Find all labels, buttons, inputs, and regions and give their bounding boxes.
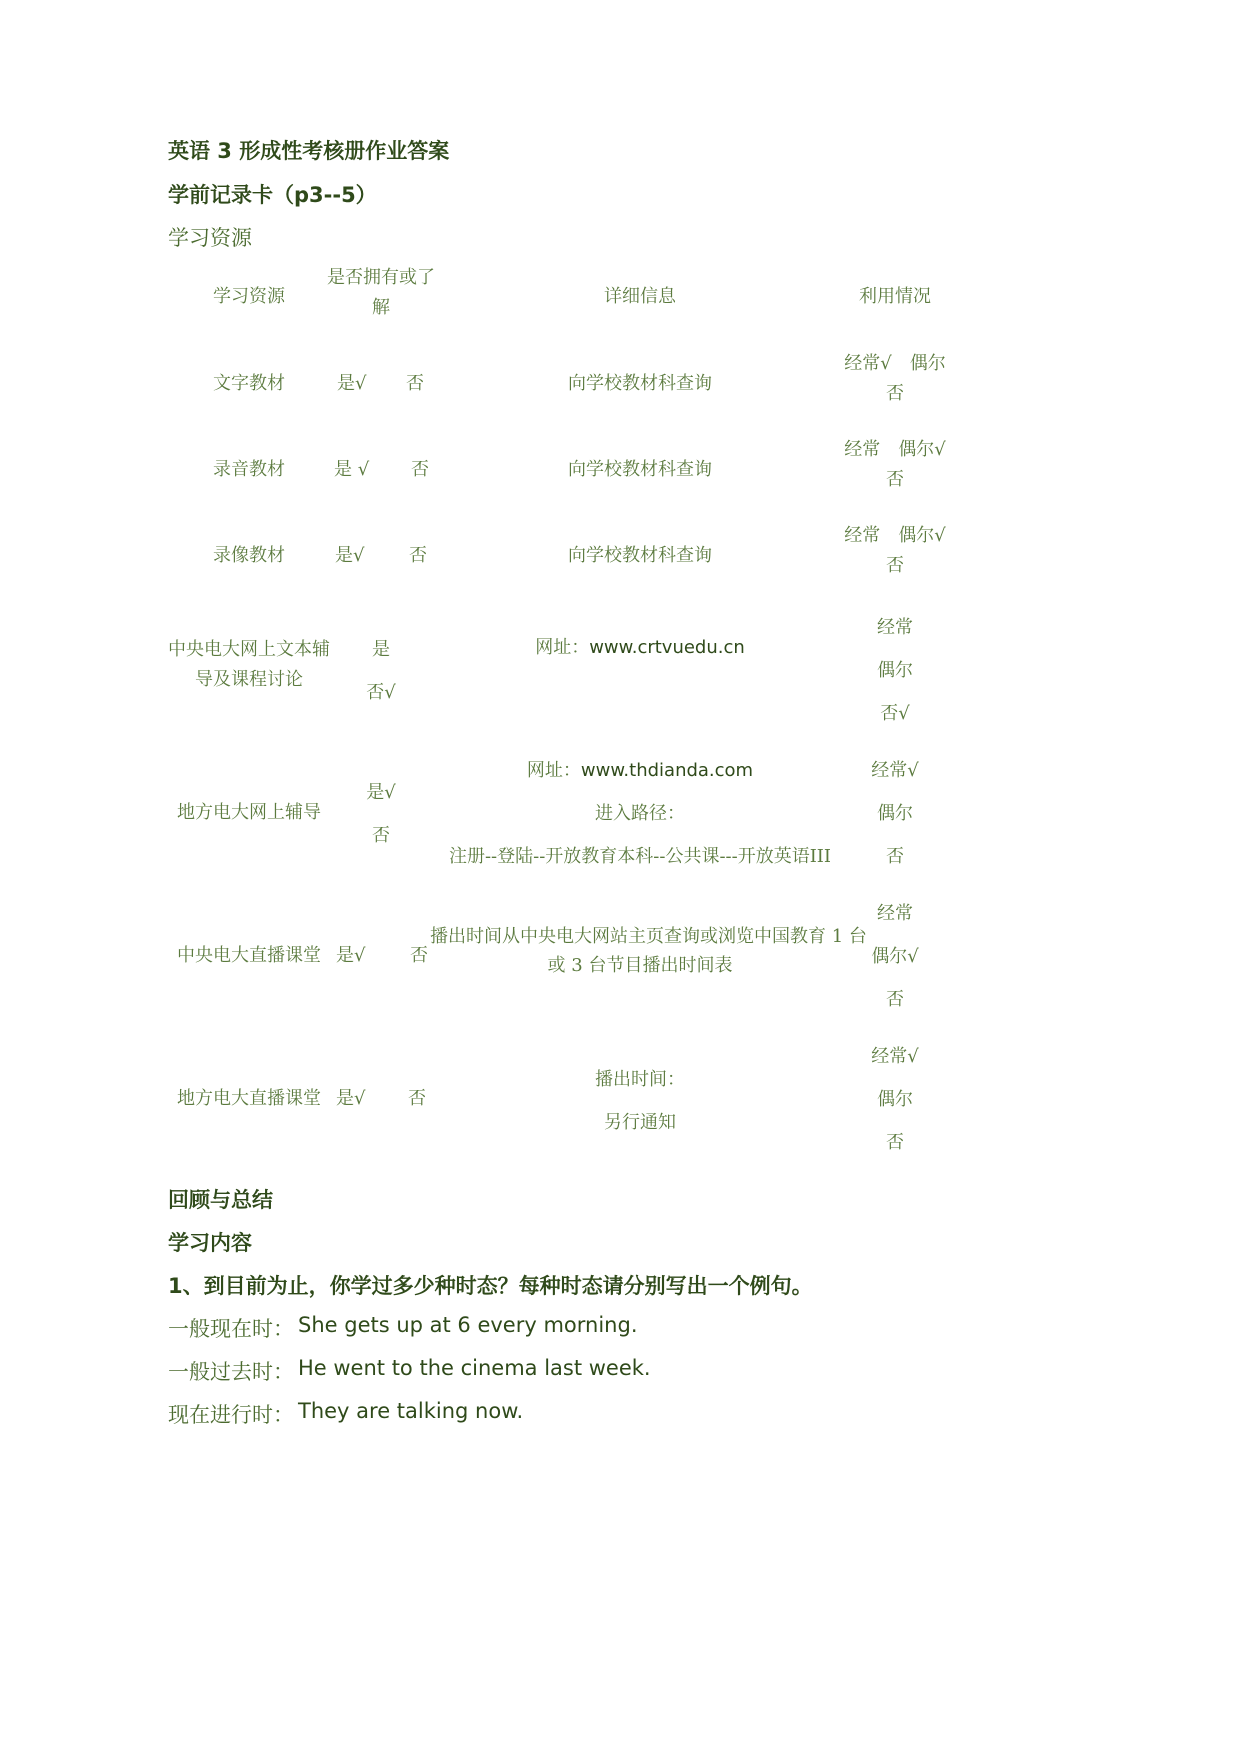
row7-yes: 是√ bbox=[336, 1088, 366, 1109]
row1-yes: 是√ bbox=[337, 373, 367, 394]
row2-usage: 经常 偶尔√ 否 bbox=[844, 439, 946, 490]
example-sentence: She gets up at 6 every morning. bbox=[298, 1313, 638, 1337]
example-row bbox=[168, 1399, 294, 1429]
document-title: 英语 3 形成性考核册作业答案 bbox=[168, 139, 450, 163]
example-sentence: They are talking now. bbox=[298, 1399, 524, 1423]
row1-no: 否 bbox=[406, 373, 424, 394]
tense-label: 一般过去时： bbox=[168, 1360, 294, 1384]
example-sentence: He went to the cinema last week. bbox=[298, 1356, 651, 1380]
subsection-heading-resources: 学习资源 bbox=[168, 226, 252, 250]
example-row bbox=[168, 1356, 294, 1386]
row7-detail: 播出时间： 另行通知 bbox=[595, 1069, 685, 1133]
row5-detail: 网址：www.thdianda.com 进入路径： 注册--登陆--开放教育本科--公共课---开放英语III bbox=[448, 760, 832, 867]
col-header-detail: 详细信息 bbox=[604, 286, 676, 307]
row7-resource: 地方电大直播课堂 bbox=[177, 1088, 321, 1109]
row6-usage: 经常 偶尔√ 否 bbox=[871, 903, 919, 1010]
row3-usage: 经常 偶尔√ 否 bbox=[844, 525, 946, 576]
col-header-owned: 是否拥有或了 解 bbox=[327, 267, 435, 318]
row5-usage: 经常√ 偶尔 否 bbox=[871, 760, 919, 867]
row6-yes: 是√ bbox=[336, 945, 366, 966]
col-header-resource: 学习资源 bbox=[213, 286, 285, 307]
row5-owned: 是√ 否 bbox=[366, 782, 396, 846]
row2-yes: 是 √ bbox=[334, 459, 370, 480]
row2-detail: 向学校教材科查询 bbox=[568, 459, 712, 480]
tense-label: 一般现在时： bbox=[168, 1317, 294, 1341]
row7-usage: 经常√ 偶尔 否 bbox=[871, 1046, 919, 1153]
row2-resource: 录音教材 bbox=[213, 459, 285, 480]
row3-detail: 向学校教材科查询 bbox=[568, 545, 712, 566]
row4-url-link[interactable]: www.crtvuedu.cn bbox=[589, 637, 745, 658]
row6-detail: 播出时间从中央电大网站主页查询或浏览中国教育 1 台 或 3 台节目播出时间表 bbox=[430, 926, 867, 976]
row1-resource: 文字教材 bbox=[213, 373, 285, 394]
row1-usage: 经常√ 偶尔 否 bbox=[844, 353, 946, 404]
row6-no: 否 bbox=[410, 945, 428, 966]
col-header-usage: 利用情况 bbox=[859, 286, 931, 307]
row3-yes: 是√ bbox=[335, 545, 365, 566]
question-1: 1、到目前为止，你学过多少种时态？每种时态请分别写出一个例句。 bbox=[168, 1274, 813, 1298]
section-heading-learning-content: 学习内容 bbox=[168, 1231, 252, 1255]
section-heading-preview-card: 学前记录卡（p3--5） bbox=[168, 183, 377, 207]
row1-detail: 向学校教材科查询 bbox=[568, 373, 712, 394]
row3-no: 否 bbox=[409, 545, 427, 566]
row4-usage: 经常 偶尔 否√ bbox=[877, 617, 913, 724]
row7-no: 否 bbox=[408, 1088, 426, 1109]
tense-label: 现在进行时： bbox=[168, 1403, 294, 1427]
row3-resource: 录像教材 bbox=[213, 545, 285, 566]
example-row bbox=[168, 1313, 294, 1343]
section-heading-review: 回顾与总结 bbox=[168, 1188, 273, 1212]
row4-owned: 是 否√ bbox=[366, 639, 396, 703]
row6-resource: 中央电大直播课堂 bbox=[177, 945, 321, 966]
row5-url-link[interactable]: www.thdianda.com bbox=[580, 760, 754, 781]
row4-resource: 中央电大网上文本辅 导及课程讨论 bbox=[168, 639, 330, 690]
row5-resource: 地方电大网上辅导 bbox=[177, 802, 321, 823]
row2-no: 否 bbox=[411, 459, 429, 480]
row4-detail: 网址：www.crtvuedu.cn bbox=[535, 637, 745, 658]
